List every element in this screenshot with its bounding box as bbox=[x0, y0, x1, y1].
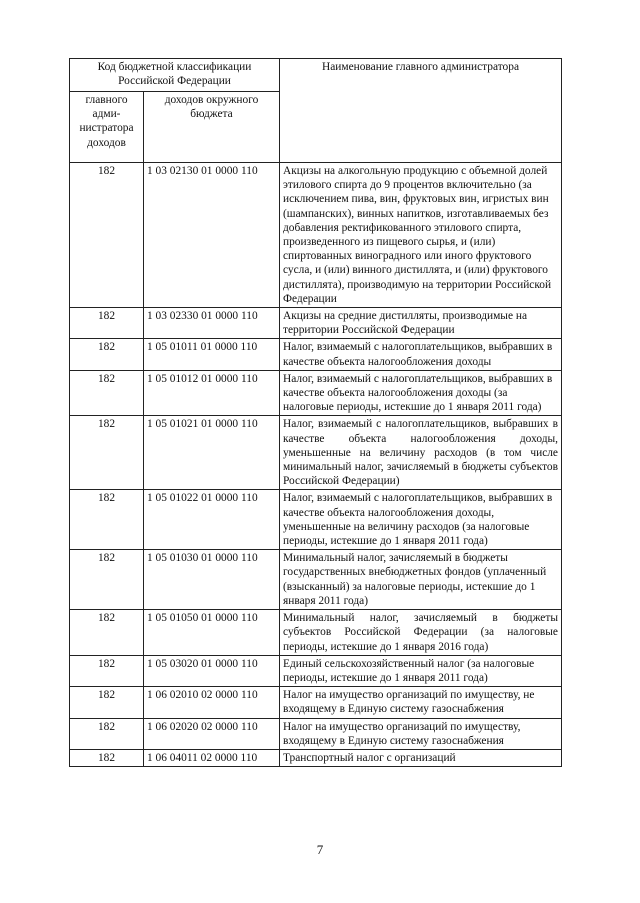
administrator-name-cell: Акцизы на алкогольную продукцию с объемной долей этилового спирта до 9 процентов включительно (за исключением пива, вин, фруктовых вин, игристых вин (шампанских), винных напитков, изготавливаемых без добавления ректификованного этилового спирта, произведенного из пищевого сырья, и (или) спиртованных виноградного или иного фруктового сусла, и (или) винного дистиллята, и (или) фруктового дистиллята), производимую на территории Российской Федерации bbox=[280, 163, 562, 308]
administrator-name-cell: Минимальный налог, зачисляемый в бюджеты субъектов Российской Федерации (за налоговые периоды, истекшие до 1 января 2016 года) bbox=[280, 610, 562, 656]
header-main-administrator: главного адми-нистратора доходов bbox=[70, 92, 144, 163]
administrator-code-cell: 182 bbox=[70, 655, 144, 686]
table-row bbox=[70, 416, 562, 490]
header-row-group bbox=[70, 59, 562, 92]
administrator-code-cell: 182 bbox=[70, 718, 144, 749]
income-code-cell: 1 03 02330 01 0000 110 bbox=[144, 308, 280, 339]
administrator-name-cell: Налог на имущество организаций по имуществу, не входящему в Единую систему газоснабжения bbox=[280, 687, 562, 718]
administrator-name-cell: Акцизы на средние дистилляты, производимые на территории Российской Федерации bbox=[280, 308, 562, 339]
table-row bbox=[70, 490, 562, 550]
income-code-cell: 1 05 01011 01 0000 110 bbox=[144, 339, 280, 370]
income-code-cell: 1 03 02130 01 0000 110 bbox=[144, 163, 280, 308]
table-row bbox=[70, 339, 562, 370]
administrator-code-cell: 182 bbox=[70, 749, 144, 766]
budget-classification-table bbox=[69, 58, 562, 767]
administrator-code-cell: 182 bbox=[70, 550, 144, 610]
page-number: 7 bbox=[316, 842, 324, 857]
table-row bbox=[70, 655, 562, 686]
administrator-code-cell: 182 bbox=[70, 610, 144, 656]
header-district-budget-income: доходов окружного бюджета bbox=[144, 92, 280, 163]
administrator-code-cell: 182 bbox=[70, 370, 144, 416]
income-code-cell: 1 05 01021 01 0000 110 bbox=[144, 416, 280, 490]
header-administrator-name: Наименование главного администратора bbox=[280, 59, 562, 163]
table-row bbox=[70, 370, 562, 416]
administrator-code-cell: 182 bbox=[70, 490, 144, 550]
header-budget-classification: Код бюджетной классификации Российской Федерации bbox=[70, 59, 280, 92]
administrator-code-cell: 182 bbox=[70, 339, 144, 370]
administrator-code-cell: 182 bbox=[70, 163, 144, 308]
income-code-cell: 1 05 01012 01 0000 110 bbox=[144, 370, 280, 416]
table-row bbox=[70, 687, 562, 718]
income-code-cell: 1 06 02010 02 0000 110 bbox=[144, 687, 280, 718]
administrator-name-cell: Налог, взимаемый с налогоплательщиков, выбравших в качестве объекта налогообложения доходы, уменьшенные на величину расходов (в том числе минимальный налог, зачисляемый в бюджеты субъектов Российской Федерации) bbox=[280, 416, 562, 490]
administrator-name-cell: Транспортный налог с организаций bbox=[280, 749, 562, 766]
administrator-name-cell: Минимальный налог, зачисляемый в бюджеты государственных внебюджетных фондов (уплаченный (взысканный) за налоговые периоды, истекшие до 1 января 2011 года) bbox=[280, 550, 562, 610]
administrator-name-cell: Единый сельскохозяйственный налог (за налоговые периоды, истекшие до 1 января 2011 года) bbox=[280, 655, 562, 686]
income-code-cell: 1 06 04011 02 0000 110 bbox=[144, 749, 280, 766]
income-code-cell: 1 06 02020 02 0000 110 bbox=[144, 718, 280, 749]
administrator-code-cell: 182 bbox=[70, 416, 144, 490]
table-row bbox=[70, 749, 562, 766]
administrator-code-cell: 182 bbox=[70, 308, 144, 339]
income-code-cell: 1 05 01022 01 0000 110 bbox=[144, 490, 280, 550]
table-row bbox=[70, 610, 562, 656]
administrator-name-cell: Налог на имущество организаций по имуществу, входящему в Единую систему газоснабжения bbox=[280, 718, 562, 749]
table-row bbox=[70, 308, 562, 339]
table-row bbox=[70, 550, 562, 610]
income-code-cell: 1 05 01030 01 0000 110 bbox=[144, 550, 280, 610]
administrator-code-cell: 182 bbox=[70, 687, 144, 718]
table-row bbox=[70, 163, 562, 308]
administrator-name-cell: Налог, взимаемый с налогоплательщиков, выбравших в качестве объекта налогообложения доходы, уменьшенные на величину расходов (за налоговые периоды, истекшие до 1 января 2011 года) bbox=[280, 490, 562, 550]
administrator-name-cell: Налог, взимаемый с налогоплательщиков, выбравших в качестве объекта налогообложения доходы (за налоговые периоды, истекшие до 1 января 2011 года) bbox=[280, 370, 562, 416]
table-body bbox=[70, 59, 562, 767]
administrator-name-cell: Налог, взимаемый с налогоплательщиков, выбравших в качестве объекта налогообложения доходы bbox=[280, 339, 562, 370]
table-row bbox=[70, 718, 562, 749]
income-code-cell: 1 05 01050 01 0000 110 bbox=[144, 610, 280, 656]
income-code-cell: 1 05 03020 01 0000 110 bbox=[144, 655, 280, 686]
